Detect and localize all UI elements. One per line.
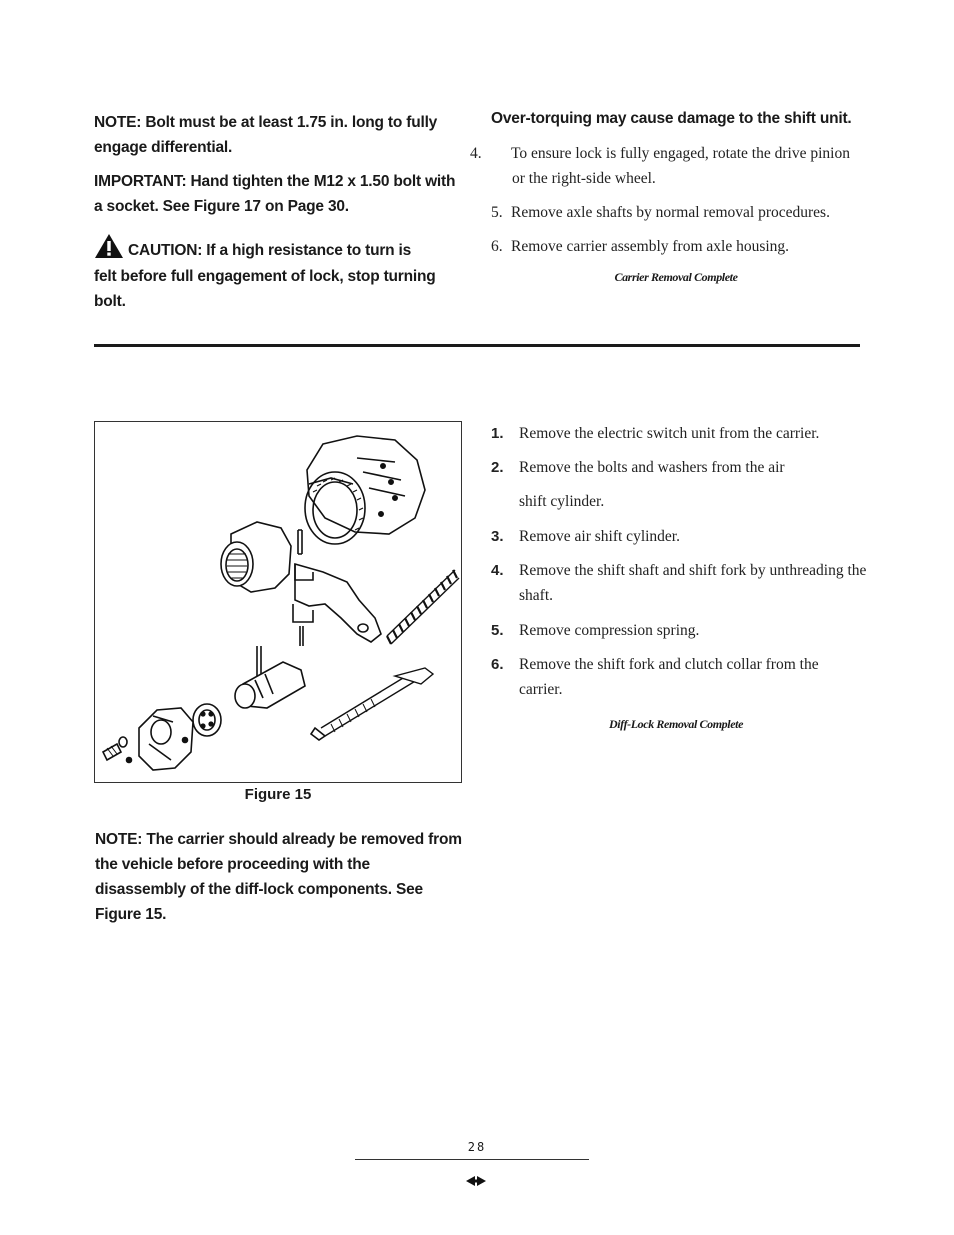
difflock-step-2-cont (491, 489, 861, 514)
note-bolt-length: NOTE: Bolt must be at least 1.75 in. long to fully engage differential. (94, 114, 438, 156)
page-number: 28 (467, 1140, 487, 1154)
caution-text: CAUTION: If a high resistance to turn is felt before full engagement of lock, stop turning bolt. (94, 242, 436, 310)
difflock-step-6 (491, 652, 865, 702)
step-number: 5. (491, 204, 503, 221)
carrier-step-6 (491, 234, 861, 259)
step-text: Remove compression spring. (519, 622, 700, 639)
difflock-step-1 (491, 421, 861, 446)
carrier-step-5 (491, 200, 861, 225)
difflock-step-4 (491, 558, 889, 608)
footer-rule (355, 1159, 589, 1160)
important-hand-tighten: IMPORTANT: Hand tighten the M12 x 1.50 bolt with a socket. See Figure 17 on Page 30. (94, 173, 456, 215)
step-text: Remove axle shafts by normal removal procedures. (511, 204, 830, 221)
step-text: Remove the shift shaft and shift fork by unthreading the shaft. (519, 562, 867, 604)
double-arrow-icon (466, 1173, 486, 1191)
step-text: Remove air shift cylinder. (519, 528, 680, 545)
step-number: 2. (491, 459, 504, 476)
over-torque-warning: Over-torquing may cause damage to the shift unit. (491, 110, 852, 127)
step-text: Remove the bolts and washers from the air (519, 459, 785, 476)
difflock-removal-complete: Diff-Lock Removal Complete (608, 717, 743, 731)
step-number: 4. (470, 145, 482, 162)
section-divider (94, 344, 860, 347)
step-text: Remove carrier assembly from axle housing. (511, 238, 790, 255)
step-text: Remove the shift fork and clutch collar from the carrier. (519, 656, 819, 698)
step-number: 6. (491, 238, 503, 255)
note-carrier-removed: NOTE: The carrier should already be removed from the vehicle before proceeding with the disassembly of the diff-lock components. See Figure 15. (95, 831, 462, 923)
step-number: 3. (491, 528, 504, 545)
carrier-removal-complete: Carrier Removal Complete (614, 270, 738, 284)
step-number: 6. (491, 656, 504, 673)
step-text: shift cylinder. (519, 493, 605, 510)
step-text: Remove the electric switch unit from the carrier. (519, 425, 820, 442)
step-number: 4. (491, 562, 504, 579)
carrier-step-4 (470, 141, 862, 191)
step-text: To ensure lock is fully engaged, rotate the drive pinion or the right-side wheel. (511, 145, 850, 187)
figure-caption: Figure 15 (244, 786, 312, 803)
warning-triangle-icon (94, 233, 124, 264)
difflock-step-3 (491, 524, 861, 549)
step-number: 1. (491, 425, 504, 442)
figure-15-box (94, 421, 462, 783)
difflock-step-2 (491, 455, 861, 480)
difflock-step-5 (491, 618, 861, 643)
caution-block (94, 233, 436, 314)
diff-lock-exploded-illustration (95, 422, 461, 782)
step-number: 5. (491, 622, 504, 639)
